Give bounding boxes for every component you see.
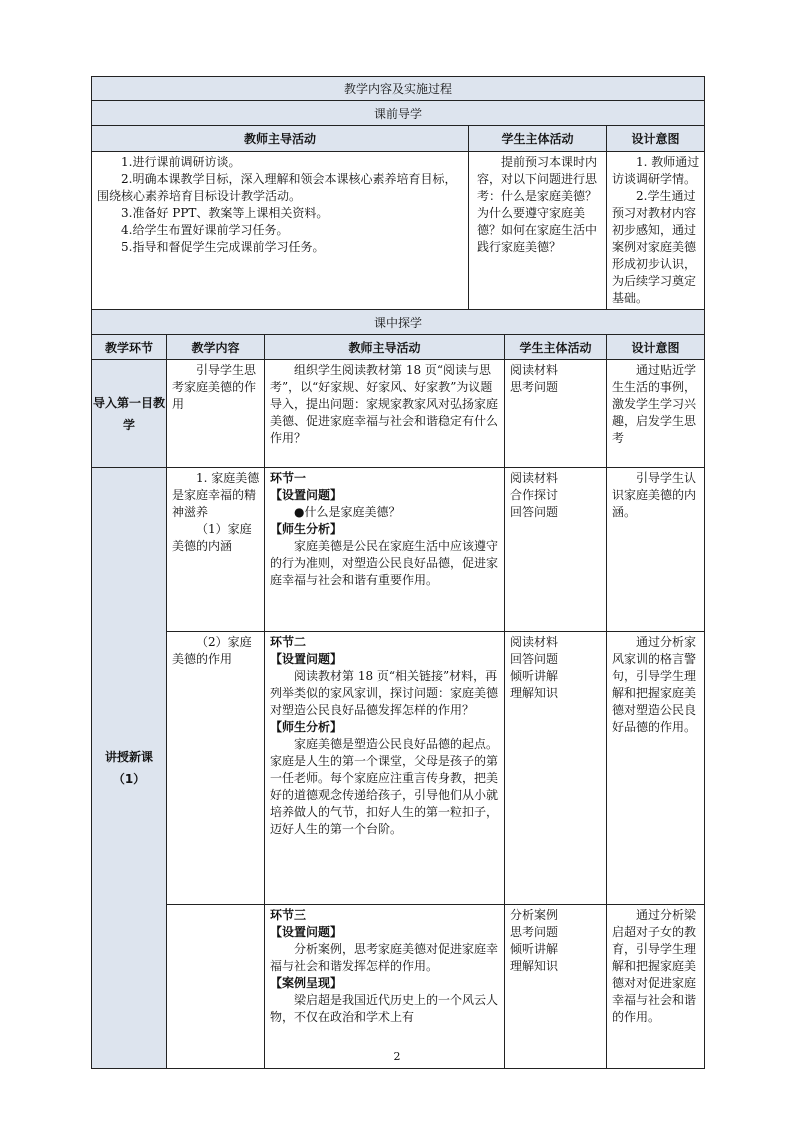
- seg3-case: 梁启超是我国近代历史上的一个风云人物，不仅在政治和学术上有: [270, 993, 499, 1024]
- stage-new-lesson: [92, 468, 167, 1069]
- in-col-stage: 教学环节: [92, 335, 167, 360]
- in-col-content: 教学内容: [167, 335, 265, 360]
- seg1-question: ●什么是家庭美德？: [294, 505, 401, 519]
- in-col-intent: 设计意图: [607, 335, 705, 360]
- seg2-analysis: 家庭美德是塑造公民良好品德的起点。家庭是人生的第一个课堂，父母是孩子的第一任老师。每个家庭应注重言传身教，把美好的道德观念传递给孩子，引导他们从小就培养做人的气节，扣好人生的第一粒扣子，迈好人生的第一个台阶。: [270, 737, 499, 836]
- in-col-teacher: 教师主导活动: [265, 335, 505, 360]
- seg2-title: 环节二: [270, 635, 307, 649]
- seg2-intent: 通过分析家风家训的格言警句，引导学生理解和把握家庭美德对塑造公民良好品德的作用。: [612, 635, 697, 734]
- page-number: 2: [393, 1050, 401, 1063]
- pre-col-teacher: 教师主导活动: [92, 126, 469, 152]
- table-title: 教学内容及实施过程: [92, 77, 705, 101]
- pre-student-cell: [469, 152, 607, 310]
- stage-new-lesson-sub: （1）: [112, 772, 146, 786]
- seg1-analysis: 家庭美德是公民在家庭生活中应该遵守的行为准则，对塑造公民良好品德，促进家庭幸福与社会和谐有重要作用。: [270, 539, 499, 587]
- intro-student-cell: [505, 360, 607, 468]
- seg3-teacher-cell: [265, 905, 505, 1069]
- pre-intent-item-1: 1. 教师通过访谈调研学情。: [612, 155, 700, 186]
- pre-intent-item-2: 2.学生通过预习对教材内容初步感知，通过案例对家庭美德形成初步认识，为后续学习奠定基础。: [612, 189, 697, 305]
- intro-student-2: 思考问题: [510, 380, 559, 394]
- seg3-student-1: 分析案例: [510, 908, 559, 922]
- seg2-teacher-cell: [265, 632, 505, 905]
- intro-intent-cell: [607, 360, 705, 468]
- intro-teacher-cell: [265, 360, 505, 468]
- pre-teacher-item-4: 4.给学生布置好课前学习任务。: [121, 223, 289, 237]
- seg3-student-4: 理解知识: [510, 959, 559, 973]
- pre-student-text: 提前预习本课时内容，对以下问题进行思考：什么是家庭美德？为什么要遵守家庭美德？如何在家庭生活中践行家庭美德？: [477, 155, 598, 254]
- pre-teacher-item-5: 5.指导和督促学生完成课前学习任务。: [121, 240, 325, 254]
- pre-teacher-cell: [92, 152, 469, 310]
- intro-content: 引导学生思考家庭美德的作用: [172, 363, 257, 411]
- seg1-analysis-tag: 【师生分析】: [270, 522, 343, 536]
- seg1-content-b: （1）家庭美德的内涵: [172, 522, 252, 553]
- stage-intro: [92, 360, 167, 468]
- seg2-student-cell: [505, 632, 607, 905]
- seg3-intent-cell: [607, 905, 705, 1069]
- pre-teacher-item-1: 1.进行课前调研访谈。: [121, 155, 241, 169]
- seg3-content-cell: [167, 905, 265, 1069]
- seg1-student-cell: [505, 468, 607, 632]
- seg2-analysis-tag: 【师生分析】: [270, 720, 343, 734]
- seg2-student-3: 倾听讲解: [510, 669, 559, 683]
- seg2-question: 阅读教材第 18 页“相关链接”材料，再列举类似的家风家训，探讨问题：家庭美德对塑造公民良好品德发挥怎样的作用？: [270, 669, 499, 717]
- intro-content-cell: [167, 360, 265, 468]
- in-col-student: 学生主体活动: [505, 335, 607, 360]
- pre-teacher-item-2: 2.明确本课教学目标，深入理解和领会本课核心素养培育目标，围绕核心素养培育目标设计教学活动。: [97, 172, 457, 203]
- seg3-title: 环节三: [270, 908, 307, 922]
- seg3-student-cell: [505, 905, 607, 1069]
- seg1-intent: 引导学生认识家庭美德的内涵。: [612, 471, 697, 519]
- stage-intro-label: 导入第一目教学: [92, 395, 165, 432]
- seg1-content-a: 1. 家庭美德是家庭幸福的精神滋养: [172, 471, 260, 519]
- intro-teacher: 组织学生阅读教材第 18 页“阅读与思考”，以“好家规、好家风、好家教”为议题导入，提出问题：家规家教家风对弘扬家庭美德、促进家庭幸福与社会和谐稳定有什么作用？: [270, 363, 499, 445]
- pre-col-intent: 设计意图: [607, 126, 705, 152]
- pre-teacher-item-3: 3.准备好 PPT、教案等上课相关资料。: [121, 206, 329, 220]
- seg2-student-1: 阅读材料: [510, 635, 559, 649]
- seg3-question: 分析案例，思考家庭美德对促进家庭幸福与社会和谐发挥怎样的作用。: [270, 942, 499, 973]
- seg1-student-2: 合作探讨: [510, 488, 559, 502]
- lesson-plan-sheet: [91, 76, 704, 1069]
- stage-new-lesson-label: 讲授新课: [104, 750, 153, 764]
- seg1-content-cell: [167, 468, 265, 632]
- seg3-case-tag: 【案例呈现】: [270, 976, 343, 990]
- pre-class-heading: 课前导学: [92, 101, 705, 126]
- intro-student-1: 阅读材料: [510, 363, 559, 377]
- seg1-intent-cell: [607, 468, 705, 632]
- in-class-heading: 课中探学: [92, 310, 705, 335]
- seg1-teacher-cell: [265, 468, 505, 632]
- seg2-content-cell: [167, 632, 265, 905]
- seg2-question-tag: 【设置问题】: [270, 652, 343, 666]
- seg1-student-1: 阅读材料: [510, 471, 559, 485]
- seg3-student-3: 倾听讲解: [510, 942, 559, 956]
- seg2-content: （2）家庭美德的作用: [172, 635, 252, 666]
- seg2-student-4: 理解知识: [510, 686, 559, 700]
- seg1-title: 环节一: [270, 471, 307, 485]
- seg1-question-tag: 【设置问题】: [270, 488, 343, 502]
- seg3-question-tag: 【设置问题】: [270, 925, 343, 939]
- pre-col-student: 学生主体活动: [469, 126, 607, 152]
- seg2-intent-cell: [607, 632, 705, 905]
- seg2-student-2: 回答问题: [510, 652, 559, 666]
- pre-intent-cell: [607, 152, 705, 310]
- seg1-student-3: 回答问题: [510, 505, 559, 519]
- lesson-table: [91, 76, 705, 1069]
- intro-intent: 通过贴近学生生活的事例，激发学生学习兴趣，启发学生思考: [612, 363, 697, 445]
- seg3-intent: 通过分析梁启超对子女的教育，引导学生理解和把握家庭美德对对促进家庭幸福与社会和谐的作用。: [612, 908, 697, 1024]
- seg3-student-2: 思考问题: [510, 925, 559, 939]
